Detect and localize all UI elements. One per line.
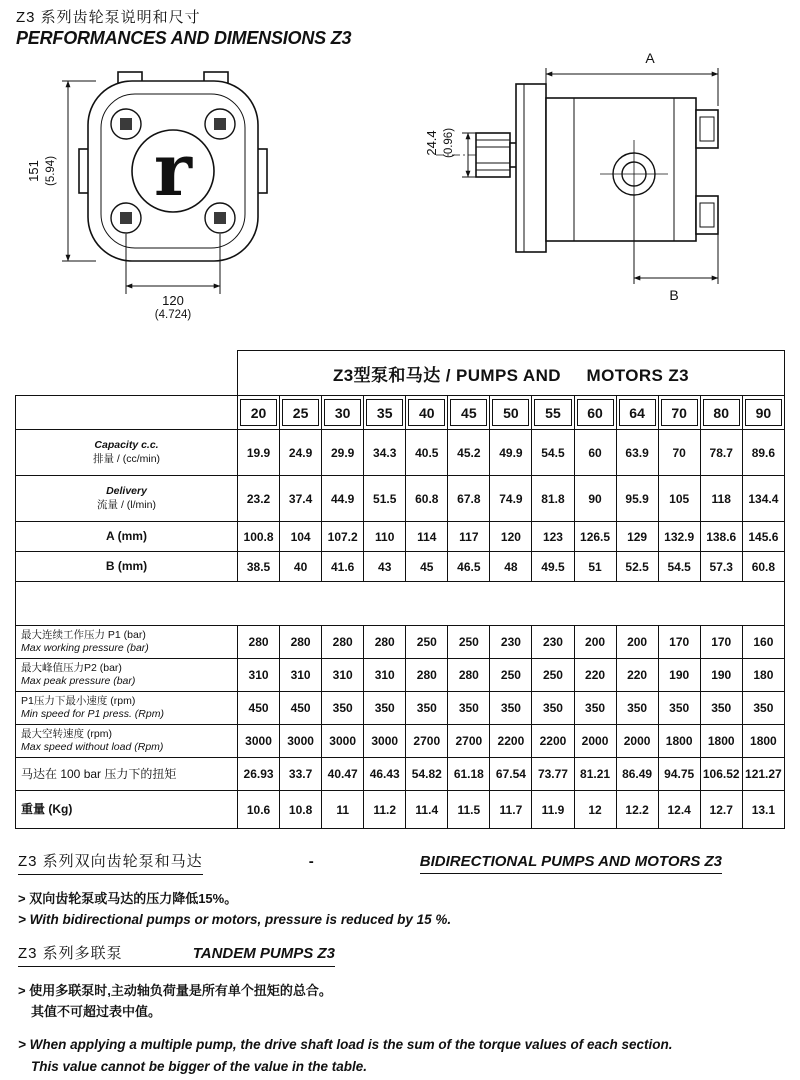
spec-row xyxy=(16,692,785,725)
dim-shaft-in: (0.96) xyxy=(443,127,455,159)
spec-value: 2200 xyxy=(490,725,532,758)
pump-side-body xyxy=(436,84,718,252)
row-label-line: B (mm) xyxy=(105,559,148,573)
spec-value: 126.5 xyxy=(574,522,616,552)
spec-value: 250 xyxy=(532,659,574,692)
row-label xyxy=(16,659,238,692)
spec-value: 40.5 xyxy=(406,430,448,476)
row-label-line: 最大连续工作压力 P1 (bar) xyxy=(21,628,146,641)
spec-value: 170 xyxy=(658,626,700,659)
spec-value: 350 xyxy=(532,692,574,725)
spec-row xyxy=(16,758,785,791)
size-column-header xyxy=(280,396,322,430)
spec-value: 180 xyxy=(742,659,784,692)
size-column-label: 45 xyxy=(450,399,487,426)
size-column-header xyxy=(490,396,532,430)
spec-value: 350 xyxy=(616,692,658,725)
bidirectional-heading-cn: Z3 系列双向齿轮泵和马达 xyxy=(18,850,203,875)
spec-value: 2000 xyxy=(574,725,616,758)
size-column-header xyxy=(322,396,364,430)
spec-value: 310 xyxy=(280,659,322,692)
spec-value: 138.6 xyxy=(700,522,742,552)
spec-value: 60.8 xyxy=(742,552,784,582)
size-column-label: 80 xyxy=(703,399,740,426)
size-column-label: 64 xyxy=(619,399,656,426)
bidirectional-heading xyxy=(18,850,722,875)
spec-value: 280 xyxy=(238,626,280,659)
spec-value: 450 xyxy=(280,692,322,725)
spec-value: 117 xyxy=(448,522,490,552)
spec-value: 61.18 xyxy=(448,758,490,791)
size-column-header xyxy=(574,396,616,430)
row-label-line: Min speed for P1 press. (Rpm) xyxy=(21,708,164,720)
row-label-line: 最大峰值压力P2 (bar) xyxy=(21,661,122,674)
page-titles xyxy=(16,6,351,49)
size-column-label: 25 xyxy=(282,399,319,426)
spec-value: 104 xyxy=(280,522,322,552)
row-label-line: 排量 / (cc/min) xyxy=(92,452,161,465)
size-column-header xyxy=(364,396,406,430)
dim-shaft-mm: 24.4 xyxy=(424,130,439,156)
spec-value: 230 xyxy=(532,626,574,659)
spec-value: 350 xyxy=(364,692,406,725)
dim-height-in: (5.94) xyxy=(45,155,57,187)
size-column-label: 35 xyxy=(366,399,403,426)
bidirectional-note-en: > With bidirectional pumps or motors, pressure is reduced by 15 %. xyxy=(18,912,452,928)
spec-value: 67.54 xyxy=(490,758,532,791)
spec-value: 41.6 xyxy=(322,552,364,582)
row-label xyxy=(16,522,238,552)
spec-value: 86.49 xyxy=(616,758,658,791)
spec-value: 114 xyxy=(406,522,448,552)
spec-value: 2000 xyxy=(616,725,658,758)
spec-value: 57.3 xyxy=(700,552,742,582)
spec-value: 280 xyxy=(364,626,406,659)
row-label-line: Max working pressure (bar) xyxy=(21,642,149,654)
tandem-note-en-2: This value cannot be bigger of the value in the table. xyxy=(31,1059,368,1075)
size-column-label: 55 xyxy=(534,399,571,426)
spec-value: 350 xyxy=(574,692,616,725)
spec-value: 350 xyxy=(448,692,490,725)
spec-row xyxy=(16,522,785,552)
spec-value: 3000 xyxy=(322,725,364,758)
heading-dash: - xyxy=(308,853,314,870)
row-label xyxy=(16,692,238,725)
spec-value: 11.4 xyxy=(406,791,448,829)
spec-value: 49.9 xyxy=(490,430,532,476)
front-view-drawing xyxy=(18,66,318,321)
spec-value: 60.8 xyxy=(406,476,448,522)
dim-b-label: B xyxy=(669,287,679,303)
row-label-line: P1压力下最小速度 (rpm) xyxy=(21,694,136,707)
spec-value: 37.4 xyxy=(280,476,322,522)
bidirectional-heading-en: BIDIRECTIONAL PUMPS AND MOTORS Z3 xyxy=(420,853,722,874)
spec-value: 170 xyxy=(700,626,742,659)
spec-value: 200 xyxy=(574,626,616,659)
dim-height-mm: 151 xyxy=(26,160,41,182)
spec-value: 110 xyxy=(364,522,406,552)
side-view-drawing xyxy=(412,48,757,323)
table-title-row xyxy=(16,351,785,396)
page-title-cn: Z3 系列齿轮泵说明和尺寸 xyxy=(16,9,201,26)
spec-value: 250 xyxy=(406,626,448,659)
row-label xyxy=(16,626,238,659)
row-label-line: 流量 / (l/min) xyxy=(97,498,156,511)
page-title-en: PERFORMANCES AND DIMENSIONS Z3 xyxy=(16,28,352,48)
size-column-header xyxy=(406,396,448,430)
spec-value: 29.9 xyxy=(322,430,364,476)
spec-value: 2700 xyxy=(406,725,448,758)
spec-value: 23.2 xyxy=(238,476,280,522)
spec-value: 250 xyxy=(490,659,532,692)
spec-value: 54.82 xyxy=(406,758,448,791)
spec-value: 11.7 xyxy=(490,791,532,829)
spec-value: 12.7 xyxy=(700,791,742,829)
size-column-header xyxy=(448,396,490,430)
spec-value: 450 xyxy=(238,692,280,725)
dim-width-in: (4.724) xyxy=(154,309,192,321)
spec-value: 145.6 xyxy=(742,522,784,552)
row-label-line: Max peak pressure (bar) xyxy=(21,675,136,687)
tandem-note-cn-2: 其值不可超过表中值。 xyxy=(31,1004,162,1020)
spec-value: 350 xyxy=(742,692,784,725)
size-column-header xyxy=(616,396,658,430)
spec-value: 52.5 xyxy=(616,552,658,582)
row-label xyxy=(16,791,238,829)
spec-value: 12.2 xyxy=(616,791,658,829)
spec-value: 2700 xyxy=(448,725,490,758)
spec-value: 48 xyxy=(490,552,532,582)
spec-value: 132.9 xyxy=(658,522,700,552)
spec-value: 129 xyxy=(616,522,658,552)
spec-value: 78.7 xyxy=(700,430,742,476)
spec-value: 160 xyxy=(742,626,784,659)
spec-value: 310 xyxy=(322,659,364,692)
table-corner xyxy=(16,351,238,396)
spec-value: 105 xyxy=(658,476,700,522)
size-column-header xyxy=(700,396,742,430)
spec-value: 220 xyxy=(616,659,658,692)
spec-value: 250 xyxy=(448,626,490,659)
spec-value: 46.43 xyxy=(364,758,406,791)
spec-value: 100.8 xyxy=(238,522,280,552)
spec-value: 63.9 xyxy=(616,430,658,476)
size-column-label: 70 xyxy=(661,399,698,426)
row-label xyxy=(16,552,238,582)
spec-value: 54.5 xyxy=(532,430,574,476)
row-label-line: A (mm) xyxy=(106,529,147,543)
spec-value: 350 xyxy=(490,692,532,725)
spec-value: 220 xyxy=(574,659,616,692)
tandem-heading xyxy=(18,942,335,967)
spec-value: 190 xyxy=(658,659,700,692)
spec-value: 95.9 xyxy=(616,476,658,522)
spec-value: 190 xyxy=(700,659,742,692)
row-label xyxy=(16,430,238,476)
size-column-header xyxy=(742,396,784,430)
spec-row xyxy=(16,626,785,659)
spec-value: 51.5 xyxy=(364,476,406,522)
spec-value: 120 xyxy=(490,522,532,552)
size-column-label: 40 xyxy=(408,399,445,426)
spec-value: 12.4 xyxy=(658,791,700,829)
row-label-line: 重量 (Kg) xyxy=(21,802,73,816)
spec-value: 44.9 xyxy=(322,476,364,522)
spec-value: 26.93 xyxy=(238,758,280,791)
dim-a-label: A xyxy=(645,50,655,66)
spec-row xyxy=(16,476,785,522)
spec-value: 81.21 xyxy=(574,758,616,791)
spec-row xyxy=(16,659,785,692)
spec-value: 43 xyxy=(364,552,406,582)
spec-value: 67.8 xyxy=(448,476,490,522)
spec-value: 94.75 xyxy=(658,758,700,791)
spec-value: 350 xyxy=(406,692,448,725)
spec-value: 1800 xyxy=(700,725,742,758)
spec-value: 2200 xyxy=(532,725,574,758)
size-column-header xyxy=(658,396,700,430)
spec-value: 60 xyxy=(574,430,616,476)
row-label xyxy=(16,725,238,758)
spec-value: 10.6 xyxy=(238,791,280,829)
spec-value: 45 xyxy=(406,552,448,582)
tandem-heading-en: TANDEM PUMPS Z3 xyxy=(192,945,335,962)
spec-value: 54.5 xyxy=(658,552,700,582)
spec-value: 19.9 xyxy=(238,430,280,476)
size-column-header xyxy=(238,396,280,430)
brand-logo-r: r xyxy=(154,127,192,212)
spec-value: 11.5 xyxy=(448,791,490,829)
size-column-label: 50 xyxy=(492,399,529,426)
row-label-line: Capacity c.c. xyxy=(94,439,159,452)
spacer-cell xyxy=(16,582,785,626)
spec-value: 1800 xyxy=(658,725,700,758)
spec-value: 123 xyxy=(532,522,574,552)
spec-value: 11.9 xyxy=(532,791,574,829)
spec-value: 10.8 xyxy=(280,791,322,829)
row-label xyxy=(16,758,238,791)
spec-value: 11.2 xyxy=(364,791,406,829)
spec-table-body xyxy=(16,430,785,829)
table-sizes-row xyxy=(16,396,785,430)
spec-row xyxy=(16,725,785,758)
size-column-label: 90 xyxy=(745,399,782,426)
spec-value: 51 xyxy=(574,552,616,582)
spec-value: 350 xyxy=(700,692,742,725)
spec-table xyxy=(15,350,785,829)
tandem-note-cn-1: > 使用多联泵时,主动轴负荷量是所有单个扭矩的总合。 xyxy=(18,983,332,998)
mounting-flange xyxy=(516,84,546,252)
spec-row xyxy=(16,791,785,829)
size-column-label: 30 xyxy=(324,399,361,426)
spec-value: 49.5 xyxy=(532,552,574,582)
spec-value: 40 xyxy=(280,552,322,582)
spec-value: 118 xyxy=(700,476,742,522)
spec-value: 24.9 xyxy=(280,430,322,476)
size-column-label: 20 xyxy=(240,399,277,426)
spec-value: 310 xyxy=(238,659,280,692)
spacer-row xyxy=(16,582,785,626)
spec-value: 280 xyxy=(406,659,448,692)
spec-value: 106.52 xyxy=(700,758,742,791)
bidirectional-note-cn: > 双向齿轮泵或马达的压力降低15%。 xyxy=(18,891,238,906)
row-label xyxy=(16,476,238,522)
row-label-line: 马达在 100 bar 压力下的扭矩 xyxy=(21,766,177,781)
spec-value: 40.47 xyxy=(322,758,364,791)
spec-value: 280 xyxy=(322,626,364,659)
spec-value: 45.2 xyxy=(448,430,490,476)
spec-value: 280 xyxy=(280,626,322,659)
spec-row xyxy=(16,552,785,582)
bidirectional-section xyxy=(18,850,722,930)
sizes-row-label-cell xyxy=(16,396,238,430)
spec-value: 13.1 xyxy=(742,791,784,829)
spec-value: 73.77 xyxy=(532,758,574,791)
spec-row xyxy=(16,430,785,476)
spec-value: 33.7 xyxy=(280,758,322,791)
spec-value: 34.3 xyxy=(364,430,406,476)
dim-width-mm: 120 xyxy=(162,293,184,308)
spec-value: 134.4 xyxy=(742,476,784,522)
tandem-note-en-1: > When applying a multiple pump, the drive shaft load is the sum of the torque values of each section. xyxy=(18,1037,673,1053)
spec-value: 12 xyxy=(574,791,616,829)
spec-value: 121.27 xyxy=(742,758,784,791)
row-label-line: 最大空转速度 (rpm) xyxy=(21,727,112,740)
spec-value: 350 xyxy=(658,692,700,725)
spec-value: 81.8 xyxy=(532,476,574,522)
spec-value: 46.5 xyxy=(448,552,490,582)
spec-value: 3000 xyxy=(364,725,406,758)
spec-value: 90 xyxy=(574,476,616,522)
tandem-section xyxy=(18,942,722,1077)
spec-value: 350 xyxy=(322,692,364,725)
table-title: Z3型泵和马达 / PUMPS AND MOTORS Z3 xyxy=(238,351,785,396)
tandem-heading-cn: Z3 系列多联泵 xyxy=(18,945,123,962)
spec-value: 310 xyxy=(364,659,406,692)
spec-value: 38.5 xyxy=(238,552,280,582)
size-column-label: 60 xyxy=(577,399,614,426)
spec-value: 280 xyxy=(448,659,490,692)
spec-value: 200 xyxy=(616,626,658,659)
row-label-line: Delivery xyxy=(106,485,147,498)
spec-value: 230 xyxy=(490,626,532,659)
spec-value: 11 xyxy=(322,791,364,829)
spec-value: 107.2 xyxy=(322,522,364,552)
spec-value: 3000 xyxy=(280,725,322,758)
spec-value: 89.6 xyxy=(742,430,784,476)
size-column-header xyxy=(532,396,574,430)
spec-value: 3000 xyxy=(238,725,280,758)
spec-value: 74.9 xyxy=(490,476,532,522)
spec-value: 1800 xyxy=(742,725,784,758)
spec-value: 70 xyxy=(658,430,700,476)
row-label-line: Max speed without load (Rpm) xyxy=(21,741,164,753)
